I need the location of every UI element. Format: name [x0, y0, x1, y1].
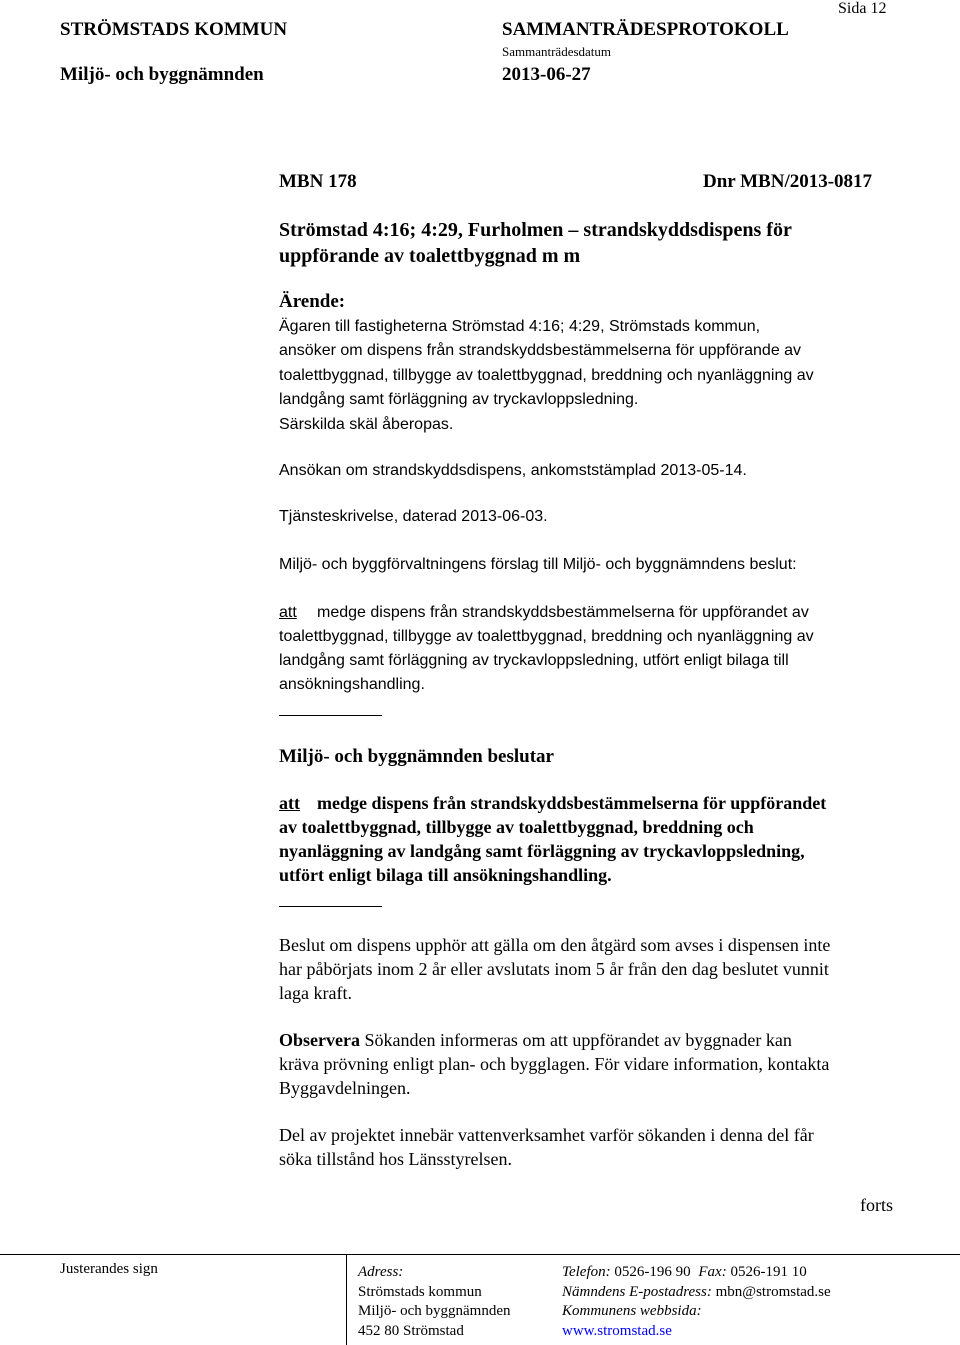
observera-first-text: Sökanden informeras om att uppförandet av byggnader kan [364, 1030, 792, 1050]
arende-label: Ärende: [279, 291, 346, 312]
meeting-date: 2013-06-27 [502, 64, 591, 85]
email-row [562, 1284, 831, 1301]
municipality-name: STRÖMSTADS KOMMUN [60, 19, 288, 40]
address-label: Adress: [358, 1264, 404, 1280]
fax-number: 0526-191 10 [730, 1264, 807, 1280]
decision-line: av toalettbyggnad, tillbygge av toalettbyggnad, breddning och [279, 817, 754, 837]
continued-marker: forts [860, 1195, 893, 1215]
case-dnr: Dnr MBN/2013-0817 [703, 171, 873, 192]
memo-reference: Tjänsteskrivelse, daterad 2013-06-03. [279, 508, 548, 525]
validity-line: laga kraft. [279, 983, 352, 1003]
validity-line: Beslut om dispens upphör att gälla om den åtgärd som avses i dispensen inte [279, 935, 831, 955]
decision-heading: Miljö- och byggnämnden beslutar [279, 746, 554, 767]
observera-line: kräva prövning enligt plan- och bygglagen. För vidare information, kontakta [279, 1054, 830, 1074]
date-label: Sammanträdesdatum [502, 44, 612, 59]
phone-row [562, 1264, 807, 1281]
signature-label: Justerandes sign [60, 1261, 158, 1277]
board-name: Miljö- och byggnämnden [60, 64, 264, 85]
arende-line: Ägaren till fastigheterna Strömstad 4:16; 4:29, Strömstads kommun, [279, 318, 761, 335]
application-reference: Ansökan om strandskyddsdispens, ankomststämplad 2013-05-14. [279, 462, 747, 479]
phone-label: Telefon: [562, 1264, 611, 1280]
separator-line [279, 906, 382, 907]
water-line: söka tillstånd hos Länsstyrelsen. [279, 1149, 512, 1169]
observera-label: Observera [279, 1030, 360, 1050]
proposal-intro: Miljö- och byggförvaltningens förslag till Miljö- och byggnämndens beslut: [279, 556, 797, 573]
footer-top-rule [0, 1254, 960, 1255]
footer-sign-divider [346, 1254, 347, 1345]
proposal-line: landgång samt förläggning av tryckavloppsledning, utfört enligt bilaga till [279, 652, 789, 669]
address-line: Miljö- och byggnämnden [358, 1303, 511, 1319]
decision-line: nyanläggning av landgång samt förläggning av tryckavloppsledning, [279, 841, 805, 861]
observera-line: Byggavdelningen. [279, 1078, 411, 1098]
proposal-att: att [279, 604, 297, 621]
arende-line: landgång samt förläggning av tryckavloppsledning. [279, 391, 639, 408]
phone-number: 0526-196 90 [614, 1264, 691, 1280]
decision-line: utfört enligt bilaga till ansökningshandling. [279, 865, 612, 885]
validity-line: har påbörjats inom 2 år eller avslutats inom 5 år från den dag beslutet vunnit [279, 959, 829, 979]
email-label: Nämndens E-postadress: [562, 1284, 712, 1300]
arende-line: Särskilda skäl åberopas. [279, 416, 454, 433]
proposal-line: ansökningshandling. [279, 676, 425, 693]
case-number: MBN 178 [279, 171, 357, 192]
website-label: Kommunens webbsida: [562, 1303, 702, 1319]
protocol-title: SAMMANTRÄDESPROTOKOLL [502, 19, 789, 40]
address-line: Strömstads kommun [358, 1284, 482, 1300]
page-number: Sida 12 [838, 0, 887, 17]
address-line: 452 80 Strömstad [358, 1323, 464, 1339]
decision-first-text: medge dispens från strandskyddsbestämmelserna för uppförandet [317, 793, 827, 813]
separator-line [279, 715, 382, 716]
fax-label: Fax: [698, 1264, 727, 1280]
case-title-line-1: Strömstad 4:16; 4:29, Furholmen – strandskyddsdispens för [279, 219, 792, 241]
email-address[interactable]: mbn@stromstad.se [715, 1284, 831, 1300]
proposal-first-line [279, 604, 809, 628]
case-title-line-2: uppförande av toalettbyggnad m m [279, 245, 581, 267]
decision-first-line [279, 793, 826, 817]
water-line: Del av projektet innebär vattenverksamhet varför sökanden i denna del får [279, 1125, 814, 1145]
observera-first-line [279, 1030, 792, 1054]
proposal-first-text: medge dispens från strandskyddsbestämmelserna för uppförandet av [317, 604, 809, 621]
website-link[interactable]: www.stromstad.se [562, 1323, 672, 1339]
arende-line: ansöker om dispens från strandskyddsbestämmelserna för uppförande av [279, 342, 802, 359]
proposal-line: toalettbyggnad, tillbygge av toalettbyggnad, breddning och nyanläggning av [279, 628, 814, 645]
decision-att: att [279, 793, 300, 813]
arende-line: toalettbyggnad, tillbygge av toalettbyggnad, breddning och nyanläggning av [279, 367, 814, 384]
